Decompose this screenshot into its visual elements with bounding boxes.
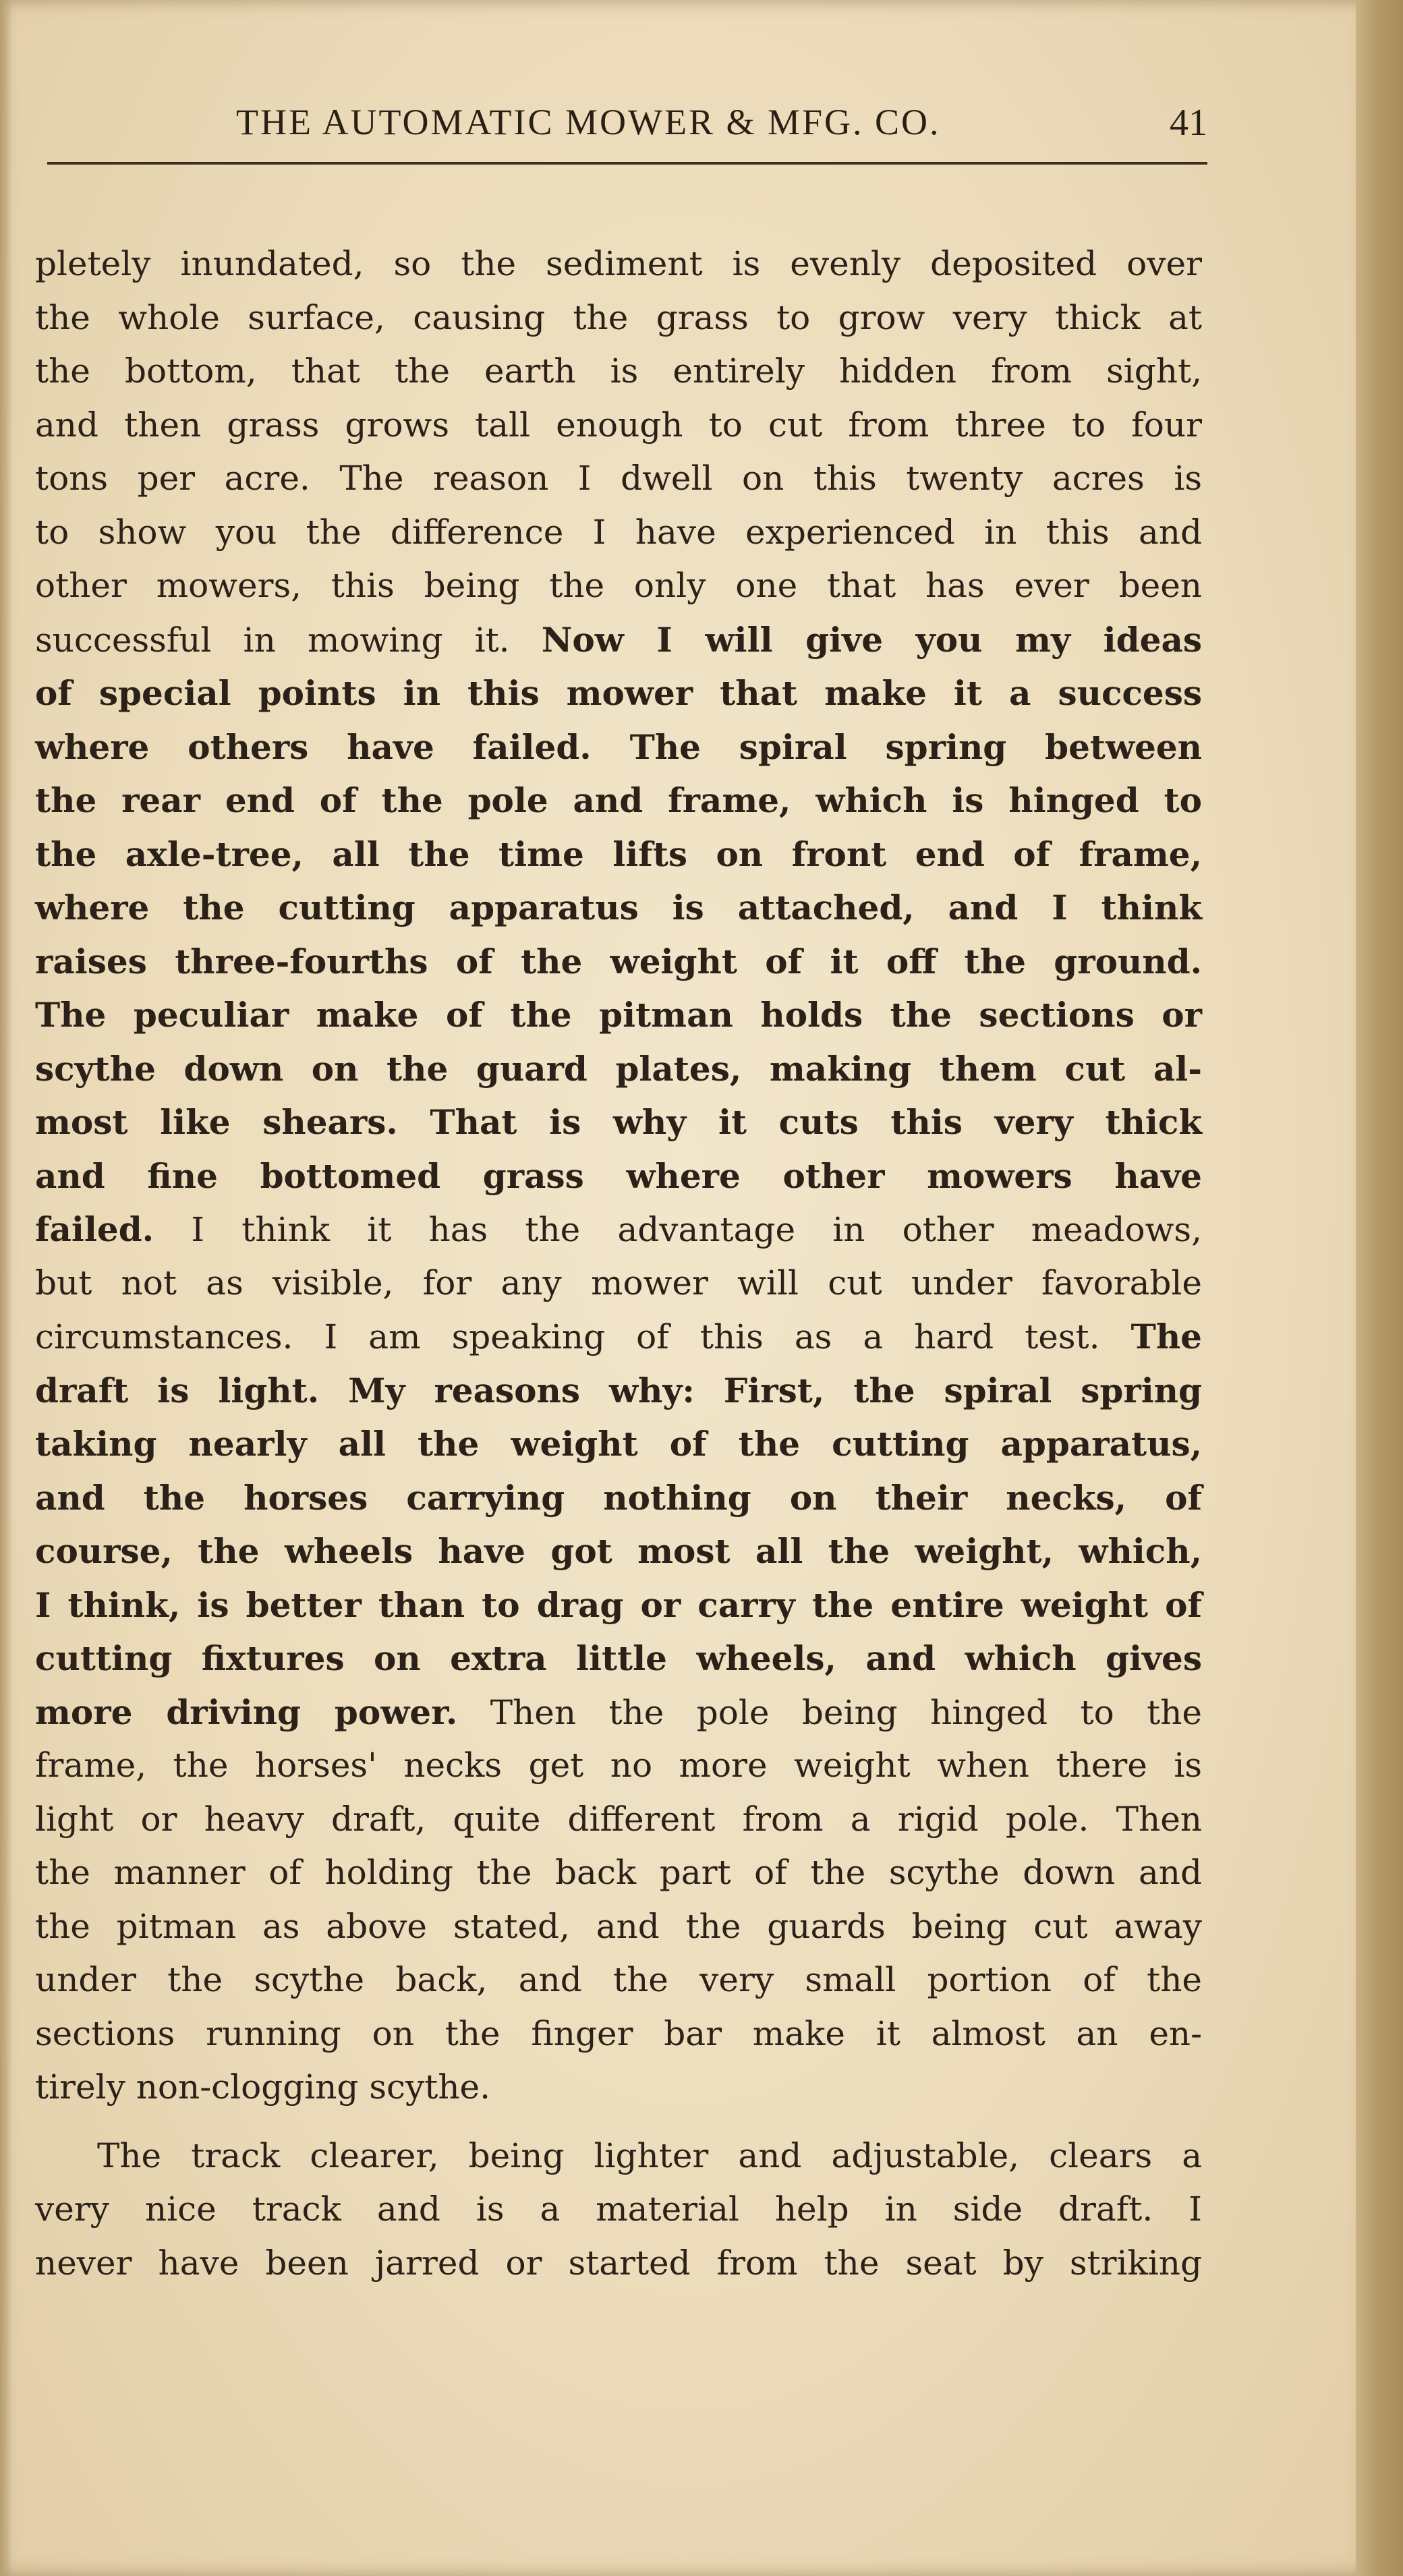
paragraph-gap [35,2115,1202,2129]
text-line: but not as visible, for any mower will cut under favorable [35,1263,1202,1303]
text-line: sections running on the finger bar make it almost an en- [35,2013,1202,2053]
paragraph-continued [35,237,1202,2115]
bold-text-line: draft is light. My reasons why: First, the spiral spring [35,1370,1202,1410]
text-line: other mowers, this being the only one that has ever been [35,566,1202,605]
text-line: pletely inundated, so the sediment is evenly deposited over [35,244,1202,283]
bold-text-line: where others have failed. The spiral spring between [35,726,1202,767]
bold-text-line: raises three-fourths of the weight of it off the ground. [35,941,1202,981]
text-line: under the scythe back, and the very small portion of the [35,1960,1202,1999]
text-line: the manner of holding the back part of the scythe down and [35,1853,1202,1892]
text-line: tirely non-clogging scythe. [35,2067,490,2107]
text-line: and then grass grows tall enough to cut from three to four [35,405,1202,445]
bold-text-line: I think, is better than to drag or carry the entire weight of [35,1584,1202,1625]
bold-text-span: Now I will give you my ideas [541,619,1202,660]
bold-text-span: failed. [35,1209,154,1249]
text-line: the whole surface, causing the grass to grow very thick at [35,297,1202,337]
text-line [35,1686,1202,1740]
text-line: to show you the difference I have experienced in this and [35,512,1202,552]
text-line [35,613,1202,667]
bold-text-span: more driving power. [35,1692,458,1732]
page-number: 41 [1170,102,1207,144]
paragraph [35,2129,1202,2291]
page-right-edge [1356,0,1403,2576]
bold-text-line: The peculiar make of the pitman holds the sections or [35,995,1202,1035]
bold-text-line: and fine bottomed grass where other mowers have [35,1155,1202,1196]
bold-text-line: and the horses carrying nothing on their necks, of [35,1477,1202,1518]
header-rule [47,162,1207,165]
body-text [35,237,1202,2290]
bold-text-line: course, the wheels have got most all the weight, which, [35,1531,1202,1571]
bold-text-line: most like shears. That is why it cuts this very thick [35,1102,1202,1142]
running-header [47,94,1207,169]
bold-text-line: where the cutting apparatus is attached, and I think [35,888,1202,927]
running-header-title: THE AUTOMATIC MOWER & MFG. CO. [236,102,941,142]
text-span: I think it has the advantage in other meadows, [191,1210,1202,1249]
bold-text-line: of special points in this mower that make it a success [35,673,1202,713]
text-span: successful in mowing it. [35,620,510,660]
bold-text-line: cutting fixtures on extra little wheels, and which gives [35,1638,1202,1678]
text-line: tons per acre. The reason I dwell on this twenty acres is [35,459,1202,498]
text-line: light or heavy draft, quite different from a rigid pole. Then [35,1799,1202,1839]
text-line: the pitman as above stated, and the guards being cut away [35,1906,1202,1946]
bold-text-line: taking nearly all the weight of the cutting apparatus, [35,1424,1202,1464]
bold-text-span: The [1130,1317,1202,1356]
page-left-shadow [0,0,12,2576]
bold-text-line: the rear end of the pole and frame, which is hinged to [35,780,1202,820]
text-line [35,1310,1202,1364]
text-line [35,1203,1202,1257]
text-line: very nice track and is a material help in side draft. I [35,2189,1202,2229]
text-line: never have been jarred or started from the seat by striking [35,2243,1202,2283]
text-line: frame, the horses' necks get no more weight when there is [35,1746,1202,1785]
bold-text-line: the axle-tree, all the time lifts on front end of frame, [35,834,1202,874]
text-span: Then the pole being hinged to the [490,1692,1202,1732]
text-span: circumstances. I am speaking of this as a hard test. [35,1317,1100,1356]
text-line: The track clearer, being lighter and adjustable, clears a [97,2136,1202,2175]
text-line: the bottom, that the earth is entirely hidden from sight, [35,351,1202,391]
bold-text-line: scythe down on the guard plates, making them cut al- [35,1048,1202,1089]
